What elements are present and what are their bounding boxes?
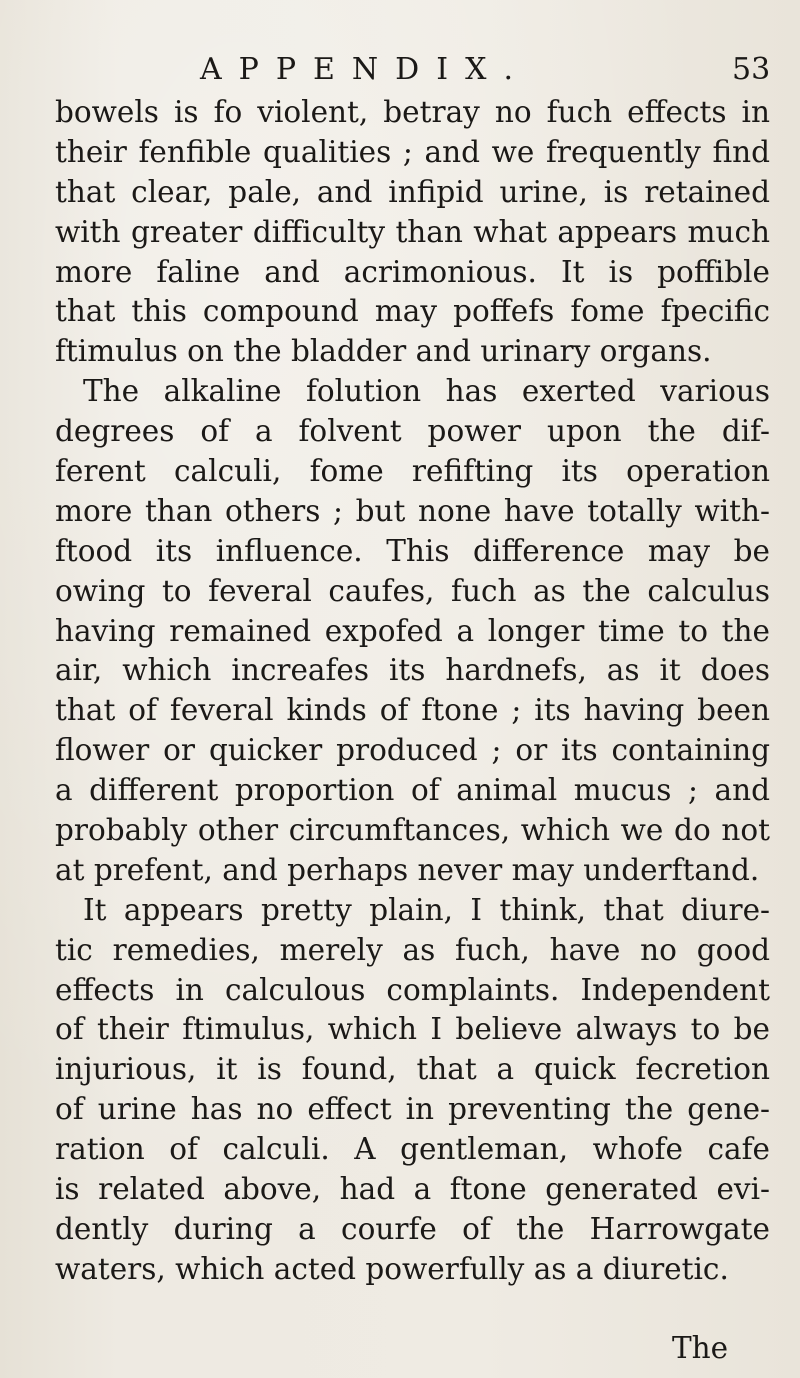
text-line: with greater difficulty than what appears much <box>55 214 770 249</box>
text-line: that of feveral kinds of ftone ; its having been <box>55 693 770 728</box>
text-line: of urine has no effect in preventing the gene- <box>55 1092 770 1127</box>
paragraph-3 <box>55 891 770 1290</box>
body-text <box>55 93 770 1290</box>
text-line: having remained expofed a longer time to the <box>55 613 770 648</box>
text-line: degrees of a folvent power upon the dif- <box>55 414 770 449</box>
text-line: of their ftimulus, which I believe always to be <box>55 1012 770 1047</box>
text-line: The alkaline folution has exerted various <box>83 374 770 409</box>
text-line: is related above, had a ftone generated evi- <box>55 1172 770 1207</box>
text-line: that this compound may poffefs fome fpecific <box>55 294 770 329</box>
text-line: their fenfible qualities ; and we frequently find <box>55 134 770 169</box>
text-line: air, which increafes its hardnefs, as it does <box>55 653 770 688</box>
text-line: ftimulus on the bladder and urinary organs. <box>55 334 712 369</box>
text-line: at prefent, and perhaps never may underftand. <box>55 852 760 887</box>
text-line: tic remedies, merely as fuch, have no good <box>55 932 770 967</box>
catchword: The <box>672 1331 729 1365</box>
text-line: dently during a courfe of the Harrowgate <box>55 1211 770 1246</box>
text-line: ferent calculi, fome refifting its operation <box>55 454 770 489</box>
text-line: more than others ; but none have totally with- <box>55 493 770 528</box>
text-line: injurious, it is found, that a quick fecretion <box>55 1052 770 1087</box>
running-head-title: APPENDIX. <box>200 52 530 87</box>
text-line: ftood its influence. This difference may be <box>55 533 770 568</box>
text-line: It appears pretty plain, I think, that diure- <box>83 892 770 927</box>
text-line: that clear, pale, and infipid urine, is retained <box>55 174 770 209</box>
text-line: a different proportion of animal mucus ; and <box>55 773 770 808</box>
text-line: more faline and acrimonious. It is poffible <box>55 254 770 289</box>
text-line: effects in calculous complaints. Independent <box>55 972 770 1007</box>
text-line: probably other circumftances, which we do not <box>55 813 770 848</box>
text-line: owing to feveral caufes, fuch as the calculus <box>55 573 770 608</box>
page-number: 53 <box>732 52 771 87</box>
text-line: flower or quicker produced ; or its containing <box>55 733 770 768</box>
paragraph-2 <box>55 372 770 891</box>
text-line: bowels is fo violent, betray no fuch effects in <box>55 95 770 129</box>
text-line: waters, which acted powerfully as a diuretic. <box>55 1251 729 1286</box>
text-line: ration of calculi. A gentleman, whofe cafe <box>55 1132 770 1167</box>
paragraph-1 <box>55 93 770 372</box>
